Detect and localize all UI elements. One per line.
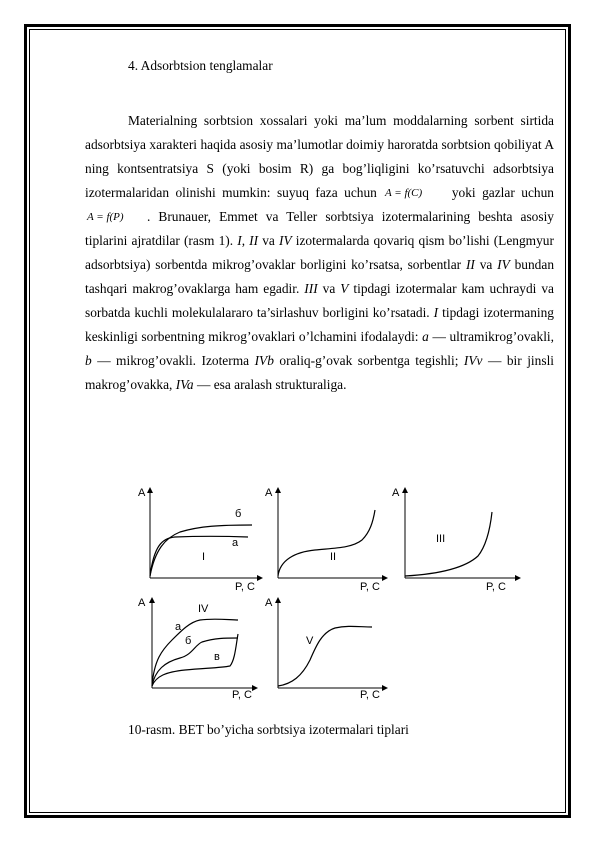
text-segment: oraliq-g’ovak sorbentga tegishli; xyxy=(279,353,459,368)
y-axis-label: A xyxy=(138,487,146,499)
type-ref: b xyxy=(85,353,92,368)
type-label-i: I xyxy=(202,551,206,563)
text-segment: — esa aralash strukturaliga. xyxy=(196,377,347,392)
type-label-iv: IV xyxy=(198,603,209,615)
plot-type-iii xyxy=(392,487,518,593)
y-axis-label: A xyxy=(265,487,273,499)
y-axis-label: A xyxy=(265,597,273,609)
isotherm-curve-a xyxy=(152,619,238,686)
text-segment: bundan tashqari makrog’ovaklarga ham egadir. xyxy=(85,257,555,296)
y-axis-label: A xyxy=(392,487,400,499)
text-segment: . Brunauer, Emmet va Teller sorbtsiya izotermalarining beshta asosiy tiplarini ajratdilar (rasm 1). xyxy=(85,209,554,248)
formula-afp-text: A = f(P) xyxy=(87,211,124,223)
x-axis-label: P, C xyxy=(235,581,255,593)
type-ref: IVa xyxy=(175,377,194,392)
isotherm-diagram xyxy=(120,480,525,705)
isotherm-figure xyxy=(120,480,525,705)
section-heading: 4. Adsorbtsion tenglamalar xyxy=(128,58,273,73)
formula-afc-text: A = f(C) xyxy=(385,187,423,199)
type-ref: I xyxy=(237,233,242,248)
figure-caption: 10-rasm. BET bo’yicha sorbtsiya izotermalari tiplari xyxy=(128,722,409,737)
text-segment: va xyxy=(262,233,275,248)
x-axis-label: P, C xyxy=(360,581,380,593)
isotherm-curve xyxy=(278,510,375,576)
text-segment: izotermalarda qovariq qism bo’lishi (Lengmyur adsorbtsiya) sorbentda mikrog’ovaklar borligini ko’rsatsa, sorbentlar xyxy=(85,233,554,272)
type-ref: IVv xyxy=(463,353,483,368)
isotherm-curve-v xyxy=(152,634,238,686)
formula-afp xyxy=(85,209,147,223)
type-label-ii: II xyxy=(330,551,337,563)
type-label-iii: III xyxy=(436,533,446,545)
plot-type-v xyxy=(265,597,385,701)
text-segment: tipdagi izotermaning keskinligi sorbentning mikrog’ovaklari o’lchamini ifodalaydi: xyxy=(85,305,554,344)
plot-type-iv xyxy=(138,597,255,701)
formula-afc xyxy=(383,185,445,199)
text-segment: va xyxy=(322,281,336,296)
text-segment: yoki gazlar uchun xyxy=(451,185,554,200)
x-axis-label: P, C xyxy=(486,581,506,593)
plot-type-ii xyxy=(265,487,385,593)
text-segment: tipdagi izotermalar kam uchraydi va sorbatda kuchli molekulalararo ta’sirlashuv borligini ko’rsatadi. xyxy=(85,281,554,320)
text-segment: Materialning sorbtsion xossalari yoki ma’lum moddalarning sorbent sirtida adsorbtsiya xarakteri haqida asosiy ma’lumotlar doimiy haroratda sorbtsion qobiliyat A ning kontsentratsiya S (yoki bosim R) ga bog’liqligini ko’rsatuvchi adsorbtsiya izotermalaridan olinishi mumkin: suyuq faza uchun xyxy=(85,113,554,200)
curve-label-a: a xyxy=(175,621,182,633)
curve-label-b: б xyxy=(185,635,192,647)
y-axis-label: A xyxy=(138,597,146,609)
isotherm-curve xyxy=(405,512,492,576)
type-ref: a xyxy=(422,329,429,344)
type-ref: V xyxy=(340,281,349,296)
curve-label-v: в xyxy=(214,651,220,663)
type-ref: III xyxy=(304,281,318,296)
x-axis-label: P, C xyxy=(360,689,380,701)
type-ref: IV xyxy=(278,233,292,248)
type-ref: IVb xyxy=(254,353,274,368)
text-segment: — mikrog’ovakli. Izoterma xyxy=(97,353,250,368)
text-segment: va xyxy=(479,257,493,272)
curve-label-a: a xyxy=(232,537,239,549)
type-ref: II xyxy=(249,233,259,248)
text-segment: — ultramikrog’ovakli, xyxy=(432,329,554,344)
plot-type-i xyxy=(138,487,260,593)
type-ref: II xyxy=(465,257,475,272)
x-axis-label: P, C xyxy=(232,689,252,701)
type-label-v: V xyxy=(306,635,314,647)
type-ref: I xyxy=(433,305,439,320)
isotherm-curve-b xyxy=(152,638,238,686)
isotherm-curve xyxy=(278,626,372,686)
text-segment: — bir jinsli makrog’ovakka, xyxy=(85,353,555,392)
type-ref: IV xyxy=(497,257,510,272)
body-paragraph xyxy=(85,109,554,397)
curve-label-b: б xyxy=(235,508,242,520)
isotherm-curve-b xyxy=(150,525,252,576)
text-segment: , xyxy=(241,233,246,248)
